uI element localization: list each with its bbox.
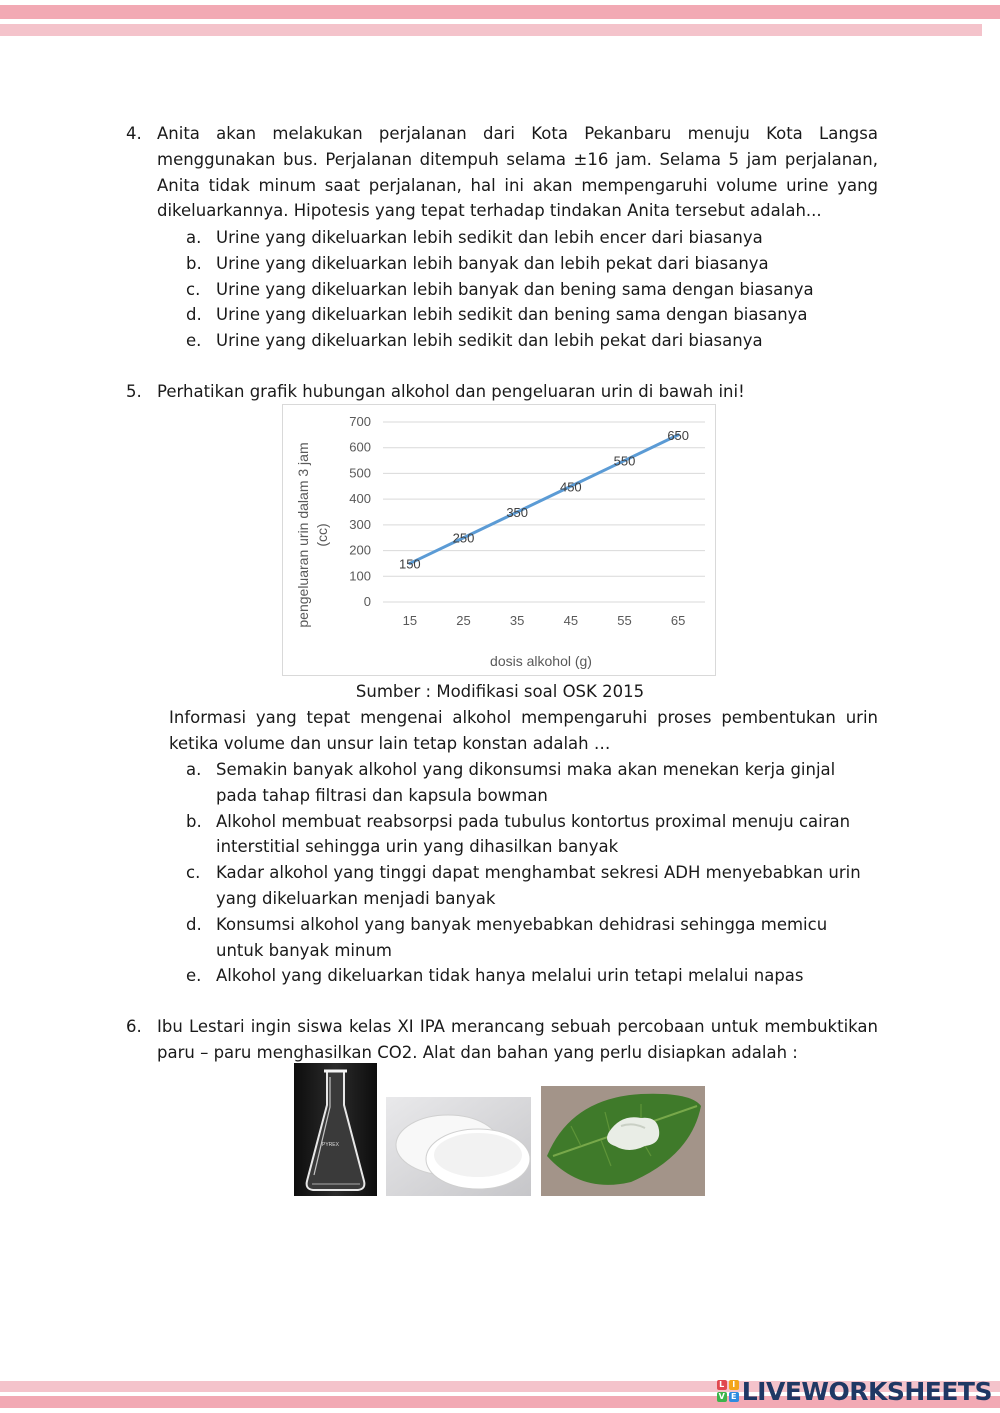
filter-paper-image: [386, 1097, 531, 1196]
top-band: [0, 5, 1000, 19]
option-text: Urine yang dikeluarkan lebih sedikit dan lebih pekat dari biasanya: [216, 331, 763, 351]
option-text: Urine yang dikeluarkan lebih banyak dan lebih pekat dari biasanya: [216, 253, 769, 273]
y-tick-label: 400: [349, 491, 371, 507]
alcohol-urine-chart: [282, 404, 716, 676]
question-number: 5.: [126, 382, 142, 401]
option-letter: d.: [186, 914, 202, 934]
x-tick-label: 65: [670, 613, 686, 628]
x-tick-label: 15: [402, 613, 418, 628]
y-axis-title: pengeluaran urin dalam 3 jam: [295, 442, 311, 628]
option-b[interactable]: [186, 251, 878, 277]
liveworksheets-logo: [717, 1375, 992, 1407]
option-text: Alkohol yang dikeluarkan tidak hanya melalui urin tetapi melalui napas: [216, 966, 804, 986]
data-label: 550: [613, 453, 636, 469]
question-text: Anita akan melakukan perjalanan dari Kota Pekanbaru menuju Kota Langsa menggunakan bus. Perjalanan ditempuh selama ±16 jam. Selama 5 jam perjalanan, Anita tidak minum saat perjalanan, hal ini akan mempengaruhi volume urine yang dikeluarkannya. Hipotesis yang tepat terhadap tindakan Anita tersebut adalah...: [157, 124, 878, 221]
erlenmeyer-flask-image: [294, 1063, 377, 1196]
y-tick-label: 200: [349, 542, 371, 558]
option-c[interactable]: [186, 860, 878, 912]
y-axis-title-unit: (cc): [314, 523, 330, 547]
option-text: Urine yang dikeluarkan lebih sedikit dan lebih encer dari biasanya: [216, 228, 763, 247]
x-tick-label: 25: [456, 613, 471, 628]
option-letter: b.: [186, 253, 202, 273]
y-tick-label: 500: [349, 465, 371, 481]
logo-letter: E: [729, 1392, 739, 1402]
x-tick-label: 45: [563, 613, 579, 628]
option-c[interactable]: [186, 277, 878, 303]
option-e[interactable]: [186, 328, 878, 354]
option-b[interactable]: [186, 809, 878, 861]
top-band-light: [0, 24, 982, 36]
question-number: 6.: [126, 1017, 142, 1036]
data-label: 450: [559, 479, 582, 495]
option-a[interactable]: [186, 225, 878, 251]
question-text: Ibu Lestari ingin siswa kelas XI IPA merancang sebuah percobaan untuk membuktikan paru – paru menghasilkan CO2. Alat dan bahan yang perlu disiapkan adalah :: [157, 1017, 878, 1062]
option-letter: e.: [186, 966, 202, 986]
option-e[interactable]: [186, 963, 878, 989]
info-text: Informasi yang tepat mengenai alkohol mempengaruhi proses pembentukan urin ketika volume dan unsur lain tetap konstan adalah …: [169, 708, 878, 753]
x-axis-title: dosis alkohol (g): [490, 653, 592, 669]
option-text: Semakin banyak alkohol yang dikonsumsi maka akan menekan kerja ginjal pada tahap filtrasi dan kapsula bowman: [216, 760, 836, 805]
logo-grid-icon: [717, 1380, 739, 1402]
logo-letter: L: [717, 1380, 727, 1390]
option-text: Kadar alkohol yang tinggi dapat menghambat sekresi ADH menyebabkan urin yang dikeluarkan menjadi banyak: [216, 863, 861, 908]
x-tick-label: 55: [617, 613, 632, 628]
option-letter: e.: [186, 331, 202, 351]
options-list: [186, 225, 878, 354]
question-text: Perhatikan grafik hubungan alkohol dan pengeluaran urin di bawah ini!: [157, 382, 745, 401]
option-letter: c.: [186, 863, 201, 883]
options-list: [186, 757, 878, 989]
svg-text:PYREX: PYREX: [322, 1142, 339, 1148]
y-tick-label: 300: [349, 516, 371, 532]
y-tick-label: 100: [349, 568, 371, 584]
option-letter: a.: [186, 760, 202, 779]
logo-text: LIVEWORKSHEETS: [741, 1376, 992, 1406]
option-d[interactable]: [186, 912, 878, 964]
data-label: 350: [506, 505, 529, 520]
option-letter: c.: [186, 279, 201, 299]
data-label: 250: [452, 530, 475, 546]
question-number: 4.: [126, 124, 142, 143]
option-text: Konsumsi alkohol yang banyak menyebabkan dehidrasi sehingga memicu untuk banyak minum: [216, 914, 828, 960]
option-letter: b.: [186, 811, 202, 831]
data-label: 650: [667, 427, 690, 443]
limestone-on-leaf-image: [541, 1086, 705, 1196]
option-a[interactable]: [186, 757, 878, 809]
logo-letter: V: [718, 1392, 725, 1401]
option-letter: a.: [186, 228, 202, 247]
chart-source: Sumber : Modifikasi soal OSK 2015: [355, 682, 645, 701]
y-tick-label: 600: [349, 439, 371, 455]
y-tick-label: 0: [363, 594, 371, 609]
x-tick-label: 35: [509, 613, 525, 628]
option-text: Urine yang dikeluarkan lebih sedikit dan bening sama dengan biasanya: [216, 305, 808, 325]
option-text: Urine yang dikeluarkan lebih banyak dan bening sama dengan biasanya: [216, 279, 814, 299]
logo-letter: I: [729, 1380, 739, 1390]
option-letter: d.: [186, 305, 202, 325]
option-d[interactable]: [186, 302, 878, 328]
data-label: 150: [398, 556, 421, 572]
y-tick-label: 700: [349, 414, 371, 429]
chart-svg: [283, 405, 715, 675]
option-text: Alkohol membuat reabsorpsi pada tubulus kontortus proximal menuju cairan interstitial sehingga urin yang dihasilkan banyak: [216, 811, 851, 857]
